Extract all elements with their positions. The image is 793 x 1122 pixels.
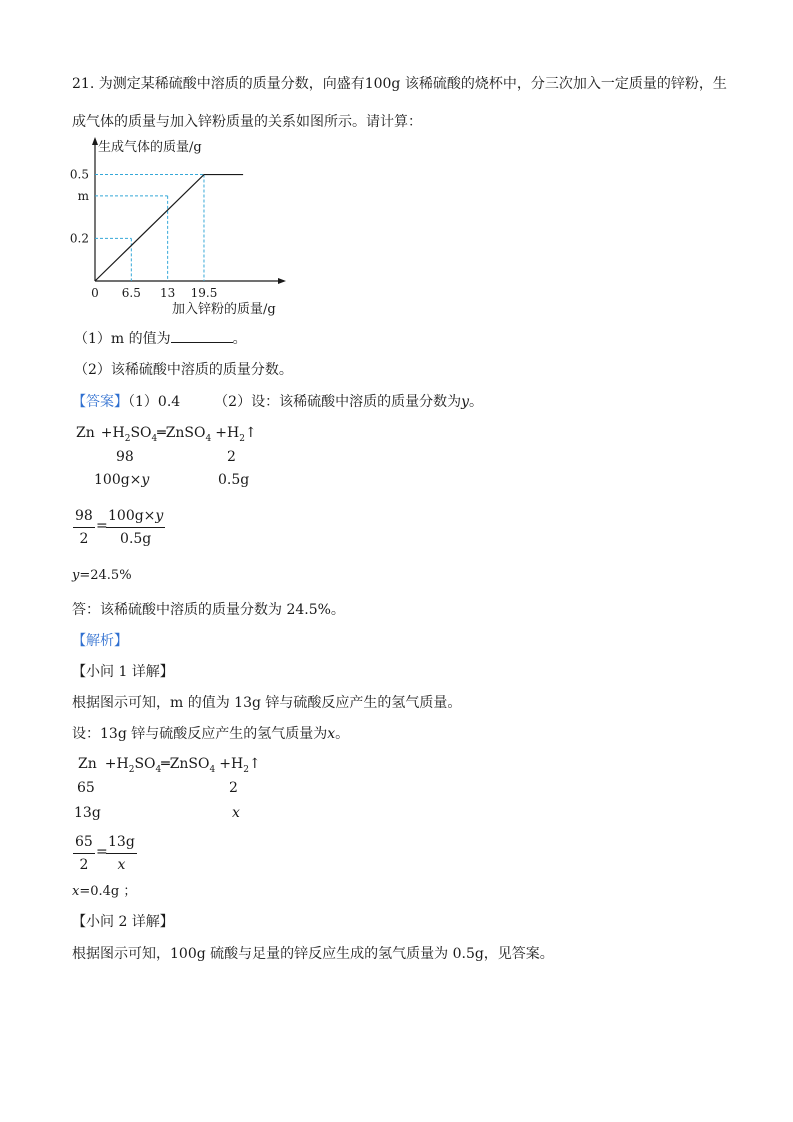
eq-sign: ═ <box>157 425 166 441</box>
sub1-line-1: 根据图示可知，m 的值为 13g 锌与硫酸反应产生的氢气质量。 <box>72 695 462 711</box>
fraction-denominator: 0.5g <box>120 531 152 547</box>
fraction-denominator: 2 <box>79 857 89 873</box>
eq-sub: 4 <box>155 764 162 775</box>
eq-plus-h: +H <box>104 756 129 772</box>
gas-arrow-icon: ↑ <box>248 756 261 772</box>
mass-0-5g: 0.5g <box>218 472 250 488</box>
mass-text: 100g× <box>94 472 142 488</box>
x-axis-label: 加入锌粉的质量/g <box>172 302 276 317</box>
analysis-tag: 【解析】 <box>72 633 128 649</box>
x-tick-label: 6.5 <box>121 286 141 300</box>
answer-var-y: y <box>461 394 469 410</box>
answer-tag: 【答案】 <box>72 394 128 410</box>
result-value: =24.5% <box>79 568 132 583</box>
y-tick-label: 0.2 <box>69 231 89 246</box>
sub-question-2: （2）该稀硫酸中溶质的质量分数。 <box>74 362 293 378</box>
eq-so: SO <box>134 756 156 772</box>
eq-sub: 2 <box>128 764 135 775</box>
period: 。 <box>335 726 350 742</box>
coef-65: 65 <box>77 780 95 796</box>
chart <box>60 135 320 320</box>
y-tick-label: m <box>77 188 89 203</box>
eq-sub: 4 <box>151 433 158 444</box>
mass-13g: 13g <box>74 805 101 821</box>
question-line-2: 成气体的质量与加入锌粉质量的关系如图所示。请计算： <box>72 114 422 130</box>
eq-znso: ZnSO <box>169 756 210 772</box>
eq-sign: ═ <box>161 756 170 772</box>
fraction-denominator: x <box>117 857 126 873</box>
sub1-line-2-text: 设：13g 锌与硫酸反应产生的氢气质量为 <box>72 726 328 742</box>
fraction-left-2 <box>73 834 95 873</box>
result-x <box>72 880 136 899</box>
fraction-numerator: 98 <box>73 508 95 528</box>
result-var: x <box>72 884 80 899</box>
fraction-right-1 <box>106 508 165 547</box>
sub-question-1 <box>74 328 247 348</box>
sub-question-1-label: （1）m 的值为 <box>74 331 171 347</box>
gas-arrow-icon: ↑ <box>244 425 257 441</box>
answer-period: 。 <box>469 394 483 410</box>
reaction-equation-2 <box>78 756 261 775</box>
eq-so: SO <box>130 425 152 441</box>
answer-part-1: （1）0.4 <box>128 394 181 410</box>
x-tick-label: 19.5 <box>190 286 218 300</box>
num-text: 100g× <box>108 508 156 524</box>
coef-2: 2 <box>227 449 236 465</box>
eq-zn: Zn <box>76 425 95 441</box>
eq-plus-h2: +H <box>219 756 244 772</box>
question-line-1: 21. 为测定某稀硫酸中溶质的质量分数，向盛有100g 该稀硫酸的烧杯中，分三次加入一定质量的锌粉，生 <box>72 76 727 92</box>
fraction-equals: = <box>96 518 108 534</box>
mass-var: y <box>141 472 150 488</box>
eq-sub: 2 <box>239 433 245 444</box>
series-line <box>95 175 243 281</box>
answer-line <box>72 391 483 411</box>
y-axis-label: 生成气体的质量/g <box>98 140 202 155</box>
x-tick-label: 13 <box>160 286 176 300</box>
y-tick-label: 0.5 <box>69 167 89 182</box>
eq-plus-h2: +H <box>215 425 240 441</box>
sub-question-1-end: 。 <box>232 331 247 347</box>
result-var: y <box>72 568 80 583</box>
eq-sub: 2 <box>243 764 249 775</box>
eq-sub: 2 <box>124 433 131 444</box>
fraction-denominator: 2 <box>79 531 89 547</box>
final-answer: 答：该稀硫酸中溶质的质量分数为 24.5%。 <box>72 602 345 618</box>
mass-100g-y <box>94 472 149 488</box>
answer-blank <box>171 330 233 343</box>
mass-x: x <box>232 805 240 821</box>
fraction-numerator: 65 <box>73 834 95 854</box>
reaction-equation-1 <box>76 425 257 444</box>
result-value: =0.4g ； <box>79 884 137 899</box>
sub1-line-2 <box>72 723 349 743</box>
sub1-title: 【小问 1 详解】 <box>72 664 174 680</box>
coef-2b: 2 <box>229 780 238 796</box>
coef-98: 98 <box>116 449 134 465</box>
result-y <box>72 568 132 583</box>
fraction-right-2 <box>106 834 137 873</box>
x-axis-arrow-icon <box>278 278 286 284</box>
fraction-equals: = <box>96 844 108 860</box>
eq-sub: 4 <box>205 433 212 444</box>
num-var: y <box>155 508 164 524</box>
answer-part-2: （2）设：该稀硫酸中溶质的质量分数为 <box>214 394 462 410</box>
sub2-title: 【小问 2 详解】 <box>72 914 174 930</box>
fraction-numerator: 13g <box>106 834 137 854</box>
fraction-left-1 <box>73 508 95 547</box>
fraction-numerator <box>106 508 165 528</box>
var-x: x <box>327 726 336 742</box>
eq-znso: ZnSO <box>165 425 206 441</box>
eq-sub: 4 <box>209 764 216 775</box>
sub2-line-1: 根据图示可知，100g 硫酸与足量的锌反应生成的氢气质量为 0.5g，见答案。 <box>72 946 554 962</box>
eq-plus-h: +H <box>100 425 125 441</box>
eq-zn: Zn <box>78 756 97 772</box>
x-tick-label: 0 <box>91 286 99 300</box>
